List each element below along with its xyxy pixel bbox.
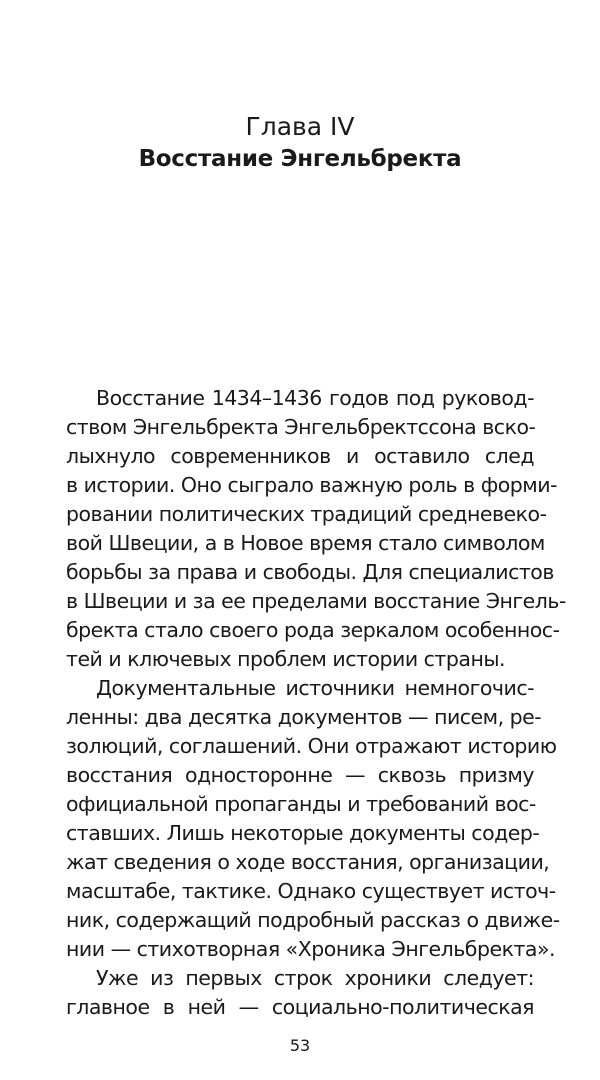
text-line: жат сведения о ходе восстания, организации,	[66, 850, 550, 874]
text-line: восстания односторонне — сквозь призму	[66, 763, 534, 787]
text-line: главное в ней — социально-политическая	[66, 995, 534, 1019]
paragraph	[66, 964, 534, 1022]
paragraph	[66, 674, 560, 964]
text-line: ством Энгельбректа Энгельбректссона вско-	[66, 415, 536, 439]
paragraph	[66, 384, 566, 674]
text-line: Уже из первых строк хроники следует:	[96, 966, 534, 990]
text-line: вой Швеции, а в Новое время стало символом	[66, 531, 545, 555]
text-line: Документальные источники немногочис-	[96, 676, 534, 700]
text-line: нии — стихотворная «Хроника Энгельбректа».	[66, 937, 556, 961]
text-line: борьбы за права и свободы. Для специалистов	[66, 560, 554, 584]
text-line: в Швеции и за ее пределами восстание Энгель-	[66, 589, 566, 613]
text-line: в истории. Оно сыграло важную роль в форми-	[66, 473, 557, 497]
text-line: бректа стало своего рода зеркалом особеннос-	[66, 618, 560, 642]
text-line: ставших. Лишь некоторые документы содер-	[66, 821, 540, 845]
page-number: 53	[289, 1036, 311, 1055]
text-line: лыхнуло современников и оставило след	[66, 444, 534, 468]
text-line: Восстание 1434–1436 годов под руковод-	[96, 386, 534, 410]
chapter-label: Глава IV	[245, 112, 355, 141]
text-line: тей и ключевых проблем истории страны.	[66, 647, 506, 671]
text-line: ровании политических традиций средневеко-	[66, 502, 547, 526]
body-text	[66, 384, 566, 1022]
text-line: ник, содержащий подробный рассказ о движе-	[66, 908, 560, 932]
text-line: масштабе, тактике. Однако существует источ-	[66, 879, 556, 903]
chapter-title: Восстание Энгельбректа	[138, 146, 462, 172]
text-line: ленны: два десятка документов — писем, ре-	[66, 705, 542, 729]
text-line: золюций, соглашений. Они отражают историю	[66, 734, 557, 758]
text-line: официальной пропаганды и требований вос-	[66, 792, 536, 816]
